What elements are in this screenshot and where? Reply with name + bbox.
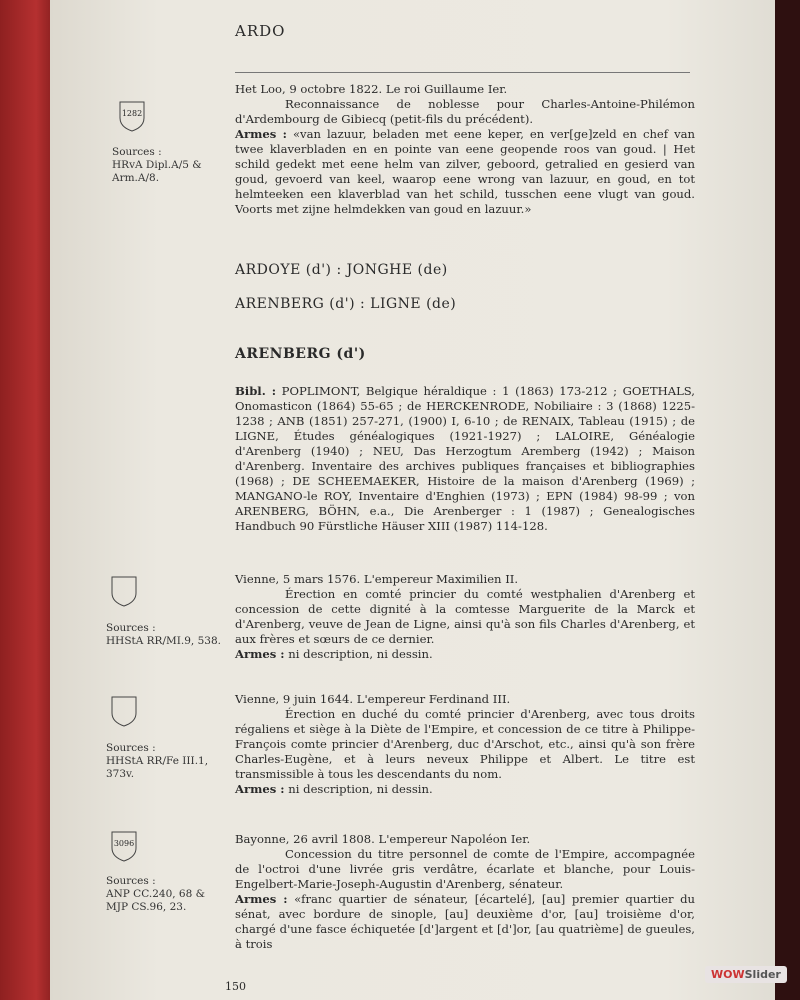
entry-text bbox=[235, 692, 695, 797]
shield-icon bbox=[110, 575, 138, 607]
entry-armes bbox=[235, 127, 695, 217]
armes-label: Armes : bbox=[235, 782, 285, 796]
sources-block bbox=[106, 875, 221, 914]
header-rule bbox=[235, 72, 690, 73]
armes-label: Armes : bbox=[235, 647, 285, 661]
armes-text: ni description, ni dessin. bbox=[288, 647, 433, 661]
entry-body: Reconnaissance de noblesse pour Charles-Antoine-Philémon d'Ardembourg de Gibiecq (petit-fils du précédent). bbox=[235, 97, 695, 126]
sources-text: HHStA RR/Fe III.1, 373v. bbox=[106, 755, 209, 780]
running-header: ARDO bbox=[235, 22, 286, 40]
cross-reference: ARDOYE (d') : JONGHE (de) bbox=[235, 262, 448, 278]
sources-label: Sources : bbox=[106, 622, 156, 634]
shield-icon bbox=[110, 830, 138, 862]
shield-number: 3096 bbox=[113, 839, 135, 848]
sources-text: HHStA RR/MI.9, 538. bbox=[106, 635, 221, 647]
watermark bbox=[705, 966, 787, 983]
book-page bbox=[50, 0, 775, 1000]
sources-text: ANP CC.240, 68 & MJP CS.96, 23. bbox=[106, 888, 205, 913]
sources-label: Sources : bbox=[106, 875, 156, 887]
entry-body: Érection en duché du comté princier d'Arenberg, avec tous droits régaliens et siège à la Diète de l'Empire, et concession de ce titre à Philippe-François comte princier d'Arenberg, duc d'Arschot, etc., ainsi qu'à son frère Charles-Eugène, et à leurs neveux Philippe et Albert. Le titre est transmissible à tous les descendants du nom. bbox=[235, 707, 695, 781]
entry-date: Vienne, 5 mars 1576. L'empereur Maximilien II. bbox=[235, 572, 519, 586]
armes-label: Armes : bbox=[235, 127, 287, 141]
entry-text bbox=[235, 832, 695, 952]
entry-text bbox=[235, 82, 695, 217]
entry-armes bbox=[235, 892, 695, 952]
watermark-part2: Slider bbox=[744, 968, 781, 981]
shield-number: 1282 bbox=[121, 109, 143, 118]
bibliography bbox=[235, 384, 695, 534]
armes-text: «franc quartier de sénateur, [écartelé], [au] premier quartier du sénat, avec bordure de sinople, [au] deuxième d'or, [au] troisième d'or, chargé d'une fasce échiquetée [d']argent et [d']or, [au quatrième] de gueules, à trois bbox=[235, 892, 695, 951]
sources-block bbox=[106, 622, 221, 648]
entry-date: Bayonne, 26 avril 1808. L'empereur Napoléon Ier. bbox=[235, 832, 531, 846]
armes-text: ni description, ni dessin. bbox=[288, 782, 433, 796]
cross-reference: ARENBERG (d') : LIGNE (de) bbox=[235, 296, 457, 312]
sources-label: Sources : bbox=[112, 146, 162, 158]
sources-text: HRvA Dipl.A/5 & Arm.A/8. bbox=[112, 159, 202, 184]
shield-icon bbox=[118, 100, 146, 132]
background-edge bbox=[775, 0, 800, 1000]
entry-date: Vienne, 9 juin 1644. L'empereur Ferdinand III. bbox=[235, 692, 511, 706]
sources-label: Sources : bbox=[106, 742, 156, 754]
shield-icon bbox=[110, 695, 138, 727]
entry-armes bbox=[235, 647, 695, 662]
armes-label: Armes : bbox=[235, 892, 288, 906]
entry-text bbox=[235, 572, 695, 662]
sources-block bbox=[112, 146, 222, 185]
sources-block bbox=[106, 742, 221, 781]
family-title: ARENBERG (d') bbox=[235, 346, 366, 362]
watermark-part1: WOW bbox=[711, 968, 745, 981]
armes-text: «van lazuur, beladen met eene keper, en ver[ge]zeld en chef van twee klaverbladen en en pointe van eene geopende roos van goud. | Het schild gedekt met eene helm van zilver, geboord, getralied en gesierd van goud, gevoerd van keel, waarop eene wrong van lazuur, en goud, en tot helmteeken een klaverblad van het schild, tusschen eene vlugt van goud. Voorts met zijne helmdekken van goud en lazuur.» bbox=[235, 127, 696, 216]
entry-body: Concession du titre personnel de comte de l'Empire, accompagnée de l'octroi d'une livrée gris verdâtre, écarlate et blanche, pour Louis-Engelbert-Marie-Joseph-Augustin d'Arenberg, sénateur. bbox=[235, 847, 695, 891]
entry-date: Het Loo, 9 octobre 1822. Le roi Guillaume Ier. bbox=[235, 82, 508, 96]
page-number: 150 bbox=[225, 980, 246, 993]
bibl-text: POPLIMONT, Belgique héraldique : 1 (1863) 173-212 ; GOETHALS, Onomasticon (1864) 55-65 ; de HERCKENRODE, Nobiliaire : 3 (1868) 1225-1238 ; ANB (1851) 257-271, (1900) I, 6-10 ; de RENAIX, Tableau (1915) ; de LIGNE, Études généalogiques (1921-1927) ; LALOIRE, Généalogie d'Arenberg (1940) ; NEU, Das Herzogtum Aremberg (1942) ; Maison d'Arenberg. Inventaire des archives publiques françaises et bibliographies (1968) ; DE SCHEEMAEKER, Histoire de la maison d'Arenberg (1969) ; MANGANO-le ROY, Inventaire d'Enghien (1973) ; EPN (1984) 98-99 ; von ARENBERG, BÖHN, e.a., Die Arenberger : 1 (1987) ; Genealogisches Handbuch 90 Fürstliche Häuser XIII (1987) 114-128. bbox=[235, 384, 695, 533]
entry-body: Érection en comté princier du comté westphalien d'Arenberg et concession de cette dignité à la comtesse Marguerite de la Marck et d'Arenberg, veuve de Jean de Ligne, ainsi qu'à son fils Charles d'Arenberg, et aux frères et sœurs de ce dernier. bbox=[235, 587, 695, 646]
bibl-label: Bibl. : bbox=[235, 384, 277, 398]
entry-armes bbox=[235, 782, 695, 797]
